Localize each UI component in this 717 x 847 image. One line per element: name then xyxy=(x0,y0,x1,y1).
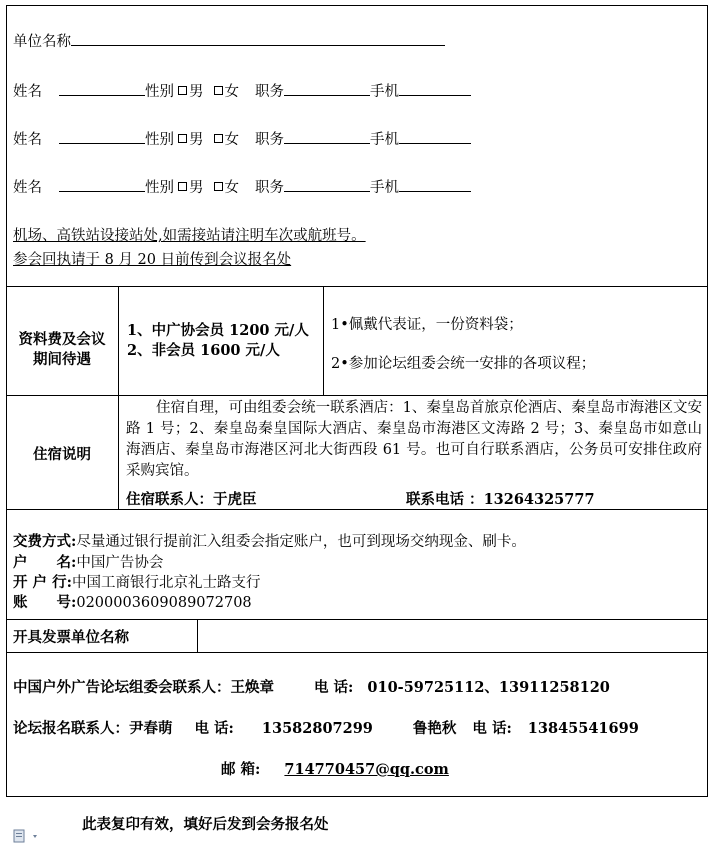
male-label: 男 xyxy=(189,132,204,148)
phone-field[interactable] xyxy=(399,177,471,192)
phone-label: 手机 xyxy=(370,180,399,196)
lodging-label: 住宿说明 xyxy=(33,446,91,463)
email-row xyxy=(221,758,449,779)
phone-label-1: 电 话: xyxy=(194,720,234,737)
account-no-row xyxy=(13,591,252,612)
payment-method-text: 尽量通过银行提前汇入组委会指定账户，也可到现场交纳现金、刷卡。 xyxy=(76,534,526,550)
phone-label-2: 电 话: xyxy=(472,720,512,737)
lodging-contact: 住宿联系人：于虎臣 xyxy=(126,491,257,508)
position-label: 职务 xyxy=(255,132,284,148)
clipboard-icon xyxy=(13,829,41,843)
account-name: 中国广告协会 xyxy=(76,555,164,571)
female-label: 女 xyxy=(224,180,239,196)
divider xyxy=(6,395,708,396)
account-name-label: 户 名: xyxy=(13,554,77,571)
account-name-row xyxy=(13,551,163,572)
name-label: 姓名 xyxy=(13,132,42,148)
phone-2: 13845541699 xyxy=(527,720,639,737)
female-label: 女 xyxy=(224,84,239,100)
male-checkbox[interactable] xyxy=(178,86,187,95)
male-checkbox[interactable] xyxy=(178,134,187,143)
fee-member: 1、中广协会员 1200 元/人 xyxy=(127,322,309,339)
unit-name-row xyxy=(13,30,445,51)
fee-nonmember: 2、非会员 1600 元/人 xyxy=(127,342,280,359)
invoice-label: 开具发票单位名称 xyxy=(13,629,129,646)
male-checkbox[interactable] xyxy=(178,182,187,191)
female-checkbox[interactable] xyxy=(214,86,223,95)
organizer-contact-row xyxy=(13,676,610,697)
lodging-phone-label: 联系电话 ： xyxy=(406,491,484,508)
position-field[interactable] xyxy=(284,177,370,192)
bank-label: 开 户 行: xyxy=(13,574,72,591)
fees-label xyxy=(6,330,118,370)
payment-method-label: 交费方式: xyxy=(13,533,77,550)
name-field[interactable] xyxy=(59,81,145,96)
organizer-phone-label: 电 话: xyxy=(314,679,354,696)
unit-name-field[interactable] xyxy=(71,31,445,46)
fees-label-line2: 期间待遇 xyxy=(33,351,91,368)
male-label: 男 xyxy=(189,180,204,196)
email-link[interactable]: 714770457@qq.com xyxy=(284,761,449,778)
pickup-note: 机场、高铁站设接站处,如需接站请注明车次或航班号。 xyxy=(13,228,366,244)
bank: 中国工商银行北京礼士路支行 xyxy=(71,575,261,591)
organizer-contact: 中国户外广告论坛组委会联系人：王焕章 xyxy=(13,679,274,696)
lodging-phone-row xyxy=(406,488,595,509)
female-label: 女 xyxy=(224,132,239,148)
phone-label: 手机 xyxy=(370,84,399,100)
invoice-field[interactable] xyxy=(198,620,707,651)
registration-contact-2: 鲁艳秋 xyxy=(412,720,457,737)
payment-method-row xyxy=(13,530,526,551)
divider xyxy=(6,286,708,287)
unit-name-label: 单位名称 xyxy=(13,34,71,50)
attendee-row-1 xyxy=(13,80,471,101)
position-field[interactable] xyxy=(284,129,370,144)
registration-contact-label: 论坛报名联系人： xyxy=(13,720,129,737)
account-no: 0200003609089072708 xyxy=(76,595,252,611)
divider xyxy=(118,395,119,509)
registration-contact-1: 尹春萌 xyxy=(129,720,173,737)
male-label: 男 xyxy=(189,84,204,100)
return-deadline-note: 参会回执请于 8 月 20 日前传到会议报名处 xyxy=(13,252,292,268)
account-no-label: 账 号: xyxy=(13,594,77,611)
phone-field[interactable] xyxy=(399,129,471,144)
gender-label: 性别 xyxy=(145,180,174,196)
gender-label: 性别 xyxy=(145,84,174,100)
phone-field[interactable] xyxy=(399,81,471,96)
divider xyxy=(323,286,324,395)
gender-label: 性别 xyxy=(145,132,174,148)
bank-row xyxy=(13,571,260,592)
benefit-1: 1•佩戴代表证，一份资料袋； xyxy=(331,317,523,333)
divider xyxy=(6,652,708,653)
phone-1: 13582807299 xyxy=(261,720,373,737)
organizer-phone: 010-59725112、13911258120 xyxy=(367,679,610,696)
position-label: 职务 xyxy=(255,180,284,196)
attendee-row-3 xyxy=(13,176,471,197)
divider xyxy=(118,286,119,395)
phone-label: 手机 xyxy=(370,132,399,148)
name-label: 姓名 xyxy=(13,84,42,100)
email-label: 邮 箱: xyxy=(221,761,261,778)
footer-note: 此表复印有效，填好后发到会务报名处 xyxy=(82,816,329,833)
attendee-row-2 xyxy=(13,128,471,149)
position-field[interactable] xyxy=(284,81,370,96)
benefit-2: 2•参加论坛组委会统一安排的各项议程； xyxy=(331,356,596,372)
paste-options-icon[interactable] xyxy=(13,829,41,843)
fee-items xyxy=(127,321,309,361)
female-checkbox[interactable] xyxy=(214,182,223,191)
position-label: 职务 xyxy=(255,84,284,100)
divider xyxy=(6,509,708,510)
registration-contact-row xyxy=(13,717,639,738)
lodging-phone: 13264325777 xyxy=(483,491,595,508)
name-field[interactable] xyxy=(59,129,145,144)
fees-label-line1: 资料费及会议 xyxy=(18,331,106,348)
female-checkbox[interactable] xyxy=(214,134,223,143)
name-label: 姓名 xyxy=(13,180,42,196)
lodging-text: 住宿自理，可由组委会统一联系酒店：1、秦皇岛首旅京伦酒店、秦皇岛市海港区文安路 1 号；2、秦皇岛秦皇国际大酒店、秦皇岛市海港区文涛路 2 号；3、秦皇岛市如意山海酒店、秦皇岛市海港区河北大街西段 61 号。也可自行联系酒店，公务员可安排住政府采购宾馆。 xyxy=(126,400,702,479)
name-field[interactable] xyxy=(59,177,145,192)
